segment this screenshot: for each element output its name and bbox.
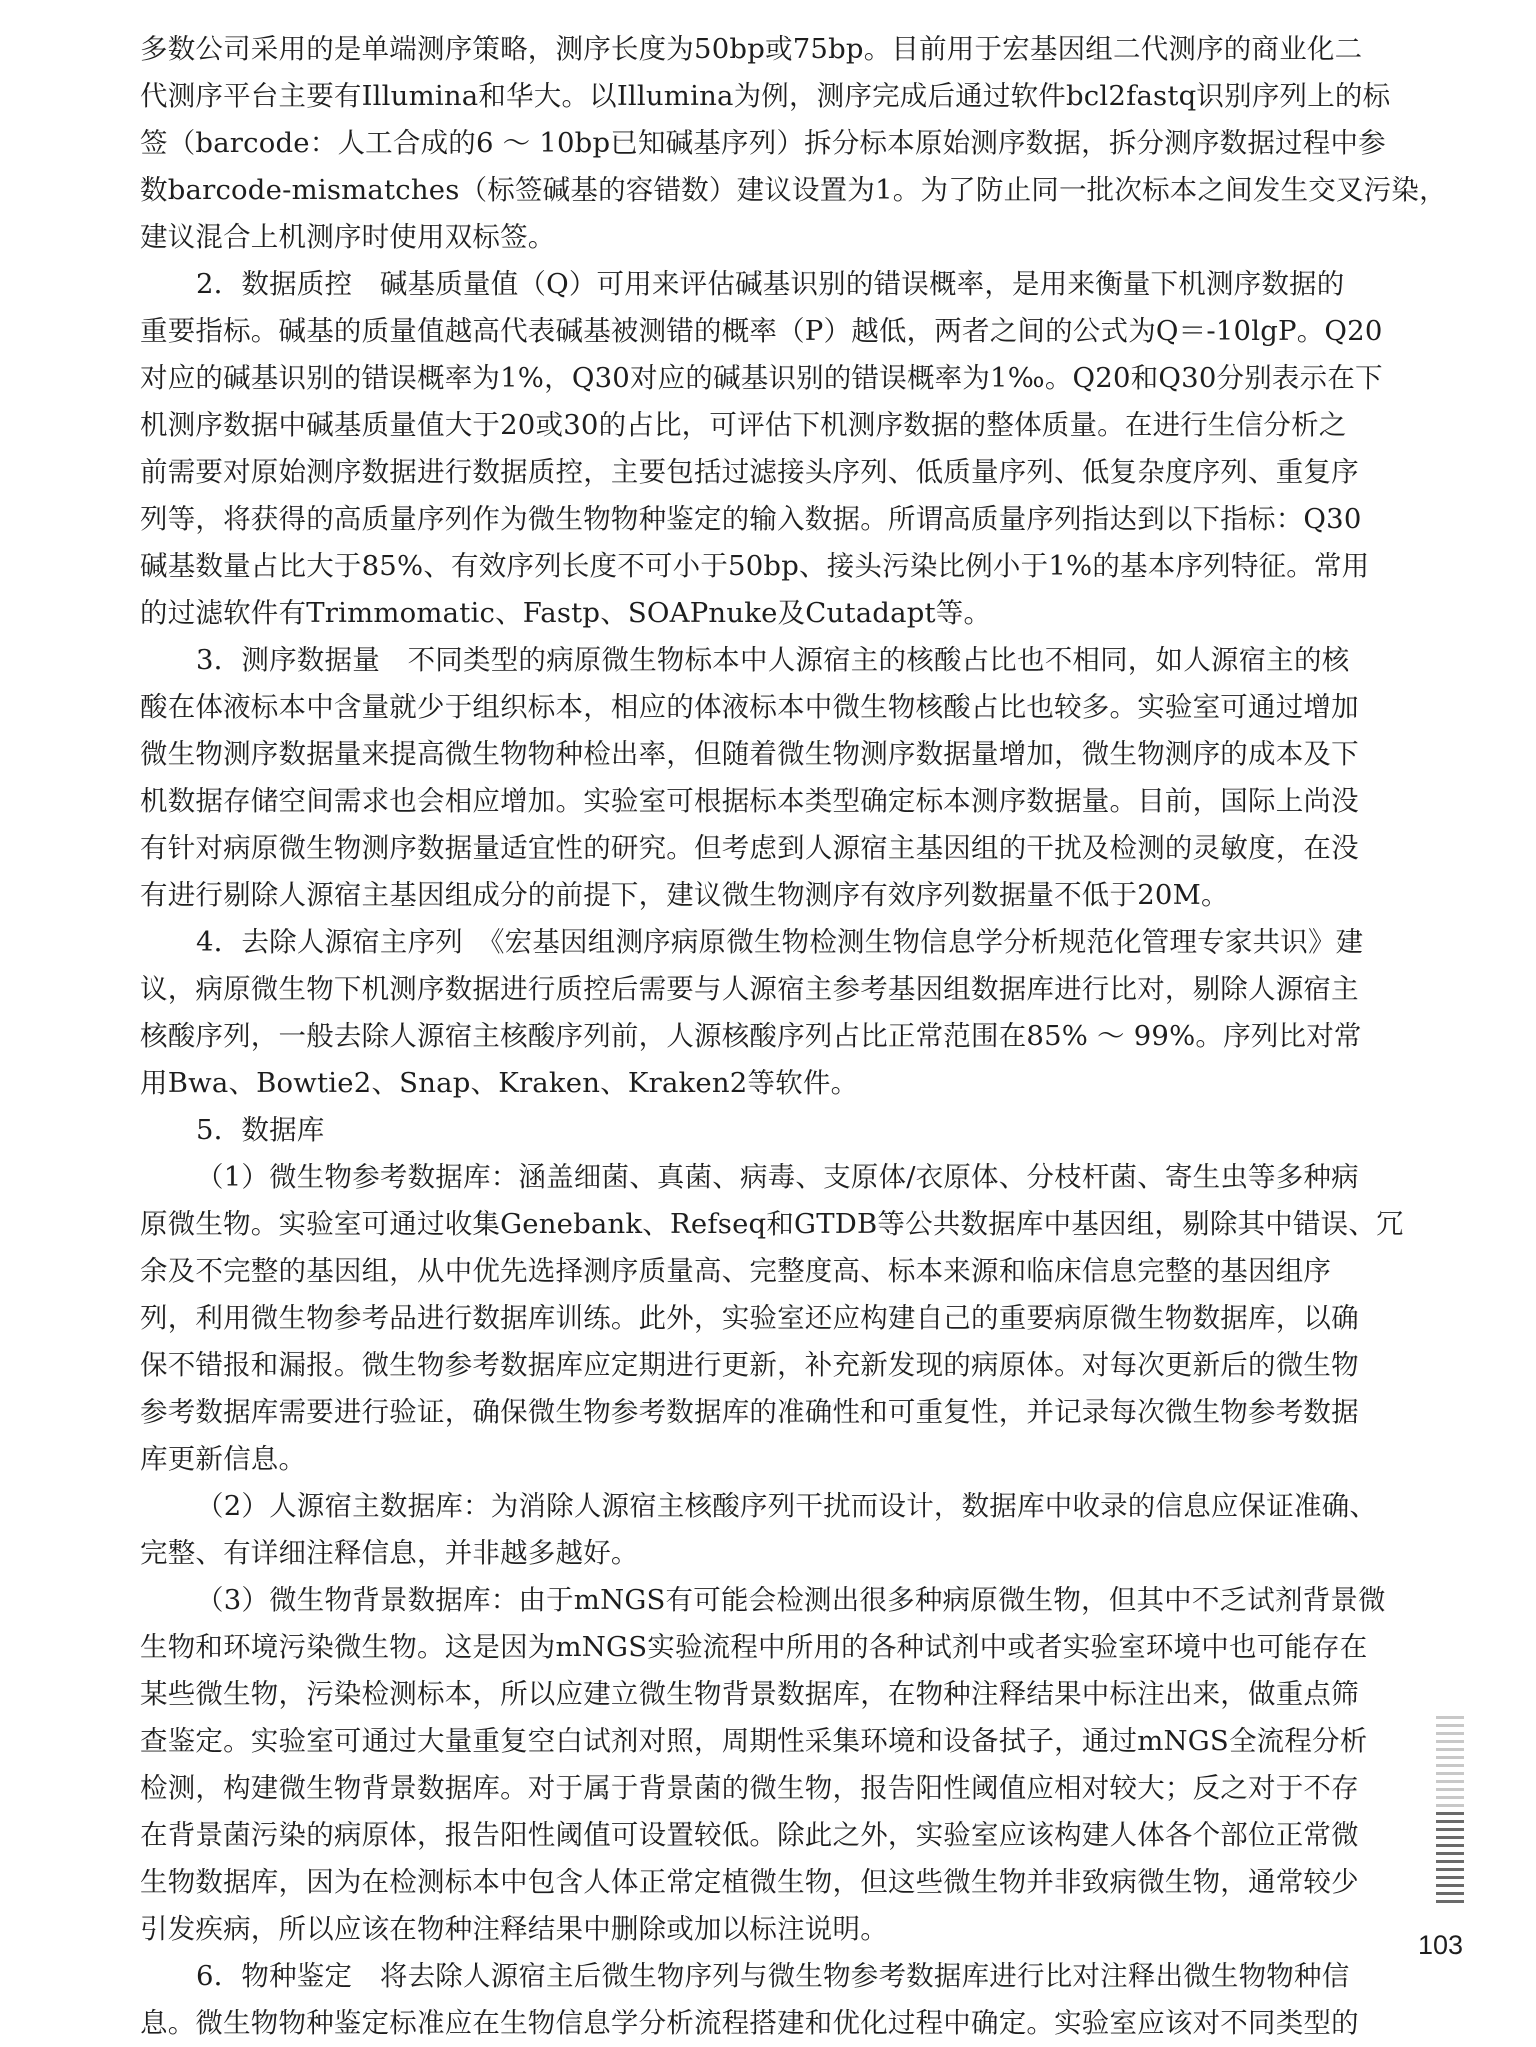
text-line: 机测序数据中碱基质量值大于20或30的占比，可评估下机测序数据的整体质量。在进行生信分析之 — [140, 409, 1347, 441]
text-line: 碱基数量占比大于85%、有效序列长度不可小于50bp、接头污染比例小于1%的基本序列特征。常用 — [140, 550, 1370, 582]
text-line: 生物数据库，因为在检测标本中包含人体正常定植微生物，但这些微生物并非致病微生物，通常较少 — [140, 1866, 1359, 1898]
text-line: 代测序平台主要有Illumina和华大。以Illumina为例，测序完成后通过软件bcl2fastq识别序列上的标 — [140, 80, 1391, 112]
text-line: 原微生物。实验室可通过收集Genebank、Refseq和GTDB等公共数据库中基因组，剔除其中错误、冗 — [140, 1208, 1404, 1240]
text-line: 用Bwa、Bowtie2、Snap、Kraken、Kraken2等软件。 — [140, 1067, 859, 1099]
text-line: 余及不完整的基因组，从中优先选择测序质量高、完整度高、标本来源和临床信息完整的基因组序 — [140, 1255, 1332, 1287]
paragraph-host-db — [140, 1483, 1396, 1577]
text-line: 核酸序列，一般去除人源宿主核酸序列前，人源核酸序列占比正常范围在85% ～ 99%。序列比对常 — [140, 1020, 1362, 1052]
text-line: 数barcode-mismatches（标签碱基的容错数）建议设置为1。为了防止同一批次标本之间发生交叉污染， — [140, 174, 1447, 206]
text-line: 议，病原微生物下机测序数据进行质控后需要与人源宿主参考基因组数据库进行比对，剔除人源宿主 — [140, 973, 1359, 1005]
paragraph-data-volume — [140, 637, 1396, 919]
text-line: 签（barcode：人工合成的6 ～ 10bp已知碱基序列）拆分标本原始测序数据，拆分测序数据过程中参 — [140, 127, 1386, 159]
page-number: 103 — [1418, 1930, 1464, 1960]
paragraph-host-removal — [140, 919, 1396, 1107]
paragraph-species-id — [140, 1953, 1396, 2047]
section-heading-database — [140, 1107, 1396, 1154]
text-line: 引发疾病，所以应该在物种注释结果中删除或加以标注说明。 — [140, 1913, 888, 1945]
text-line: 在背景菌污染的病原体，报告阳性阈值可设置较低。除此之外，实验室应该构建人体各个部位正常微 — [140, 1819, 1359, 1851]
text-line: 前需要对原始测序数据进行数据质控，主要包括过滤接头序列、低质量序列、低复杂度序列、重复序 — [140, 456, 1359, 488]
text-line: 生物和环境污染微生物。这是因为mNGS实验流程中所用的各种试剂中或者实验室环境中也可能存在 — [140, 1631, 1368, 1663]
text-line: 6．物种鉴定 将去除人源宿主后微生物序列与微生物参考数据库进行比对注释出微生物物种信 — [196, 1960, 1350, 1992]
text-line: 列等，将获得的高质量序列作为微生物物种鉴定的输入数据。所谓高质量序列指达到以下指标：Q30 — [140, 503, 1362, 535]
text-line: 查鉴定。实验室可通过大量重复空白试剂对照，周期性采集环境和设备拭子，通过mNGS全流程分析 — [140, 1725, 1368, 1757]
text-line: 保不错报和漏报。微生物参考数据库应定期进行更新，补充新发现的病原体。对每次更新后的微生物 — [140, 1349, 1359, 1381]
text-line: 对应的碱基识别的错误概率为1%，Q30对应的碱基识别的错误概率为1‰。Q20和Q30分别表示在下 — [140, 362, 1383, 394]
text-line: 机数据存储空间需求也会相应增加。实验室可根据标本类型确定标本测序数据量。目前，国际上尚没 — [140, 785, 1359, 817]
text-line: 酸在体液标本中含量就少于组织标本，相应的体液标本中微生物核酸占比也较多。实验室可通过增加 — [140, 691, 1359, 723]
text-line: 库更新信息。 — [140, 1443, 307, 1475]
text-line: 重要指标。碱基的质量值越高代表碱基被测错的概率（P）越低，两者之间的公式为Q＝-10lgP。Q20 — [140, 315, 1383, 347]
text-line: 建议混合上机测序时使用双标签。 — [140, 221, 556, 253]
text-line: （3）微生物背景数据库：由于mNGS有可能会检测出很多种病原微生物，但其中不乏试剂背景微 — [196, 1584, 1386, 1616]
text-line: 微生物测序数据量来提高微生物物种检出率，但随着微生物测序数据量增加，微生物测序的成本及下 — [140, 738, 1359, 770]
text-line: 息。微生物物种鉴定标准应在生物信息学分析流程搭建和优化过程中确定。实验室应该对不同类型的 — [140, 2007, 1359, 2039]
text-line: 有针对病原微生物测序数据量适宜性的研究。但考虑到人源宿主基因组的干扰及检测的灵敏度，在没 — [140, 832, 1359, 864]
page-edge-stripes — [1436, 1716, 1464, 1908]
text-line: （1）微生物参考数据库：涵盖细菌、真菌、病毒、支原体/衣原体、分枝杆菌、寄生虫等多种病 — [196, 1161, 1359, 1193]
text-line: 某些微生物，污染检测标本，所以应建立微生物背景数据库，在物种注释结果中标注出来，做重点筛 — [140, 1678, 1359, 1710]
paragraph — [140, 26, 1447, 261]
text-line: 5．数据库 — [196, 1114, 325, 1146]
text-line: 有进行剔除人源宿主基因组成分的前提下，建议微生物测序有效序列数据量不低于20M。 — [140, 879, 1229, 911]
text-line: 完整、有详细注释信息，并非越多越好。 — [140, 1537, 639, 1569]
text-line: 4．去除人源宿主序列 《宏基因组测序病原微生物检测生物信息学分析规范化管理专家共识》建 — [196, 926, 1364, 958]
text-line: （2）人源宿主数据库：为消除人源宿主核酸序列干扰而设计，数据库中收录的信息应保证准确、 — [196, 1490, 1378, 1522]
text-line: 检测，构建微生物背景数据库。对于属于背景菌的微生物，报告阳性阈值应相对较大；反之对于不存 — [140, 1772, 1359, 1804]
paragraph-reference-db — [140, 1154, 1404, 1483]
paragraph-background-db — [140, 1577, 1396, 1953]
text-line: 参考数据库需要进行验证，确保微生物参考数据库的准确性和可重复性，并记录每次微生物参考数据 — [140, 1396, 1359, 1428]
paragraph-data-qc — [140, 261, 1396, 637]
text-line: 多数公司采用的是单端测序策略，测序长度为50bp或75bp。目前用于宏基因组二代测序的商业化二 — [140, 33, 1363, 65]
text-line: 列，利用微生物参考品进行数据库训练。此外，实验室还应构建自己的重要病原微生物数据库，以确 — [140, 1302, 1359, 1334]
text-line: 的过滤软件有Trimmomatic、Fastp、SOAPnuke及Cutadapt等。 — [140, 597, 992, 629]
text-line: 3．测序数据量 不同类型的病原微生物标本中人源宿主的核酸占比也不相同，如人源宿主的核 — [196, 644, 1350, 676]
text-line: 2．数据质控 碱基质量值（Q）可用来评估碱基识别的错误概率，是用来衡量下机测序数据的 — [196, 268, 1345, 300]
